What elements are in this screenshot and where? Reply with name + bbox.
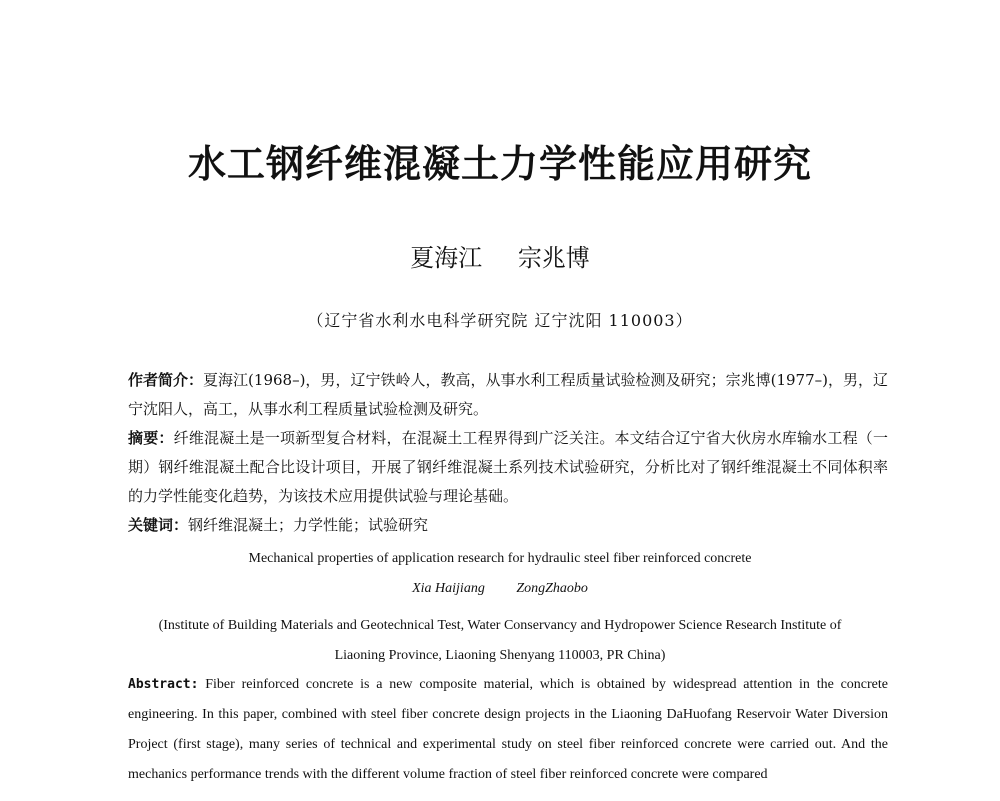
author-intro (128, 366, 888, 424)
english-title: Mechanical properties of application research for hydraulic steel fiber reinforced concrete (248, 551, 752, 566)
english-affiliation-line: (Institute of Building Materials and Geotechnical Test, Water Conservancy and Hydropower Science Research Institute of (158, 618, 842, 633)
keywords-cn-label: 关键词： (128, 516, 189, 534)
affiliation: （辽宁省水利水电科学研究院 辽宁沈阳 110003） (307, 311, 693, 330)
abstract-cn-text: 纤维混凝土是一项新型复合材料，在混凝土工程界得到广泛关注。本文结合辽宁省大伙房水库输水工程（一期）钢纤维混凝土配合比设计项目，开展了钢纤维混凝土系列技术试验研究，分析比对了钢纤维混凝土不同体积率的力学性能变化趋势，为该技术应用提供试验与理论基础。 (128, 429, 888, 505)
keywords-cn (128, 511, 888, 540)
author-intro-label: 作者简介： (128, 371, 204, 389)
english-affiliation-line: Liaoning Province, Liaoning Shenyang 110003, PR China) (334, 648, 666, 663)
abstract-en-text: Fiber reinforced concrete is a new composite material, which is obtained by widespread attention in the concrete engineering. In this paper, combined with steel fiber concrete design projects in the Liaoning DaHuofang Reservoir Water Diversion Project (first stage), many series of technical and experimental study on steel fiber reinforced concrete were carried out. And the mechanics performance trends with the different volume fraction of steel fiber reinforced concrete were compared (128, 677, 888, 782)
author-list (0, 238, 1000, 273)
abstract-en-label: Abstract: (128, 677, 199, 692)
paper-title: 水工钢纤维混凝土力学性能应用研究 (187, 142, 812, 186)
author-name: 夏海江 (410, 244, 483, 272)
english-affiliation (0, 611, 1000, 671)
abstract-en (128, 670, 888, 790)
chinese-front-matter (128, 366, 888, 540)
english-author-list (0, 581, 1000, 597)
english-author-name: ZongZhaobo (516, 581, 588, 596)
author-intro-text: 夏海江(1968–)，男，辽宁铁岭人，教高，从事水利工程质量试验检测及研究；宗兆博(1977–)，男，辽宁沈阳人，高工，从事水利工程质量试验检测及研究。 (128, 371, 888, 418)
abstract-cn (128, 424, 888, 511)
keywords-cn-text: 钢纤维混凝土；力学性能；试验研究 (188, 516, 429, 534)
author-name: 宗兆博 (517, 244, 590, 272)
abstract-cn-label: 摘要： (128, 429, 174, 447)
english-author-name: Xia Haijiang (412, 581, 485, 596)
